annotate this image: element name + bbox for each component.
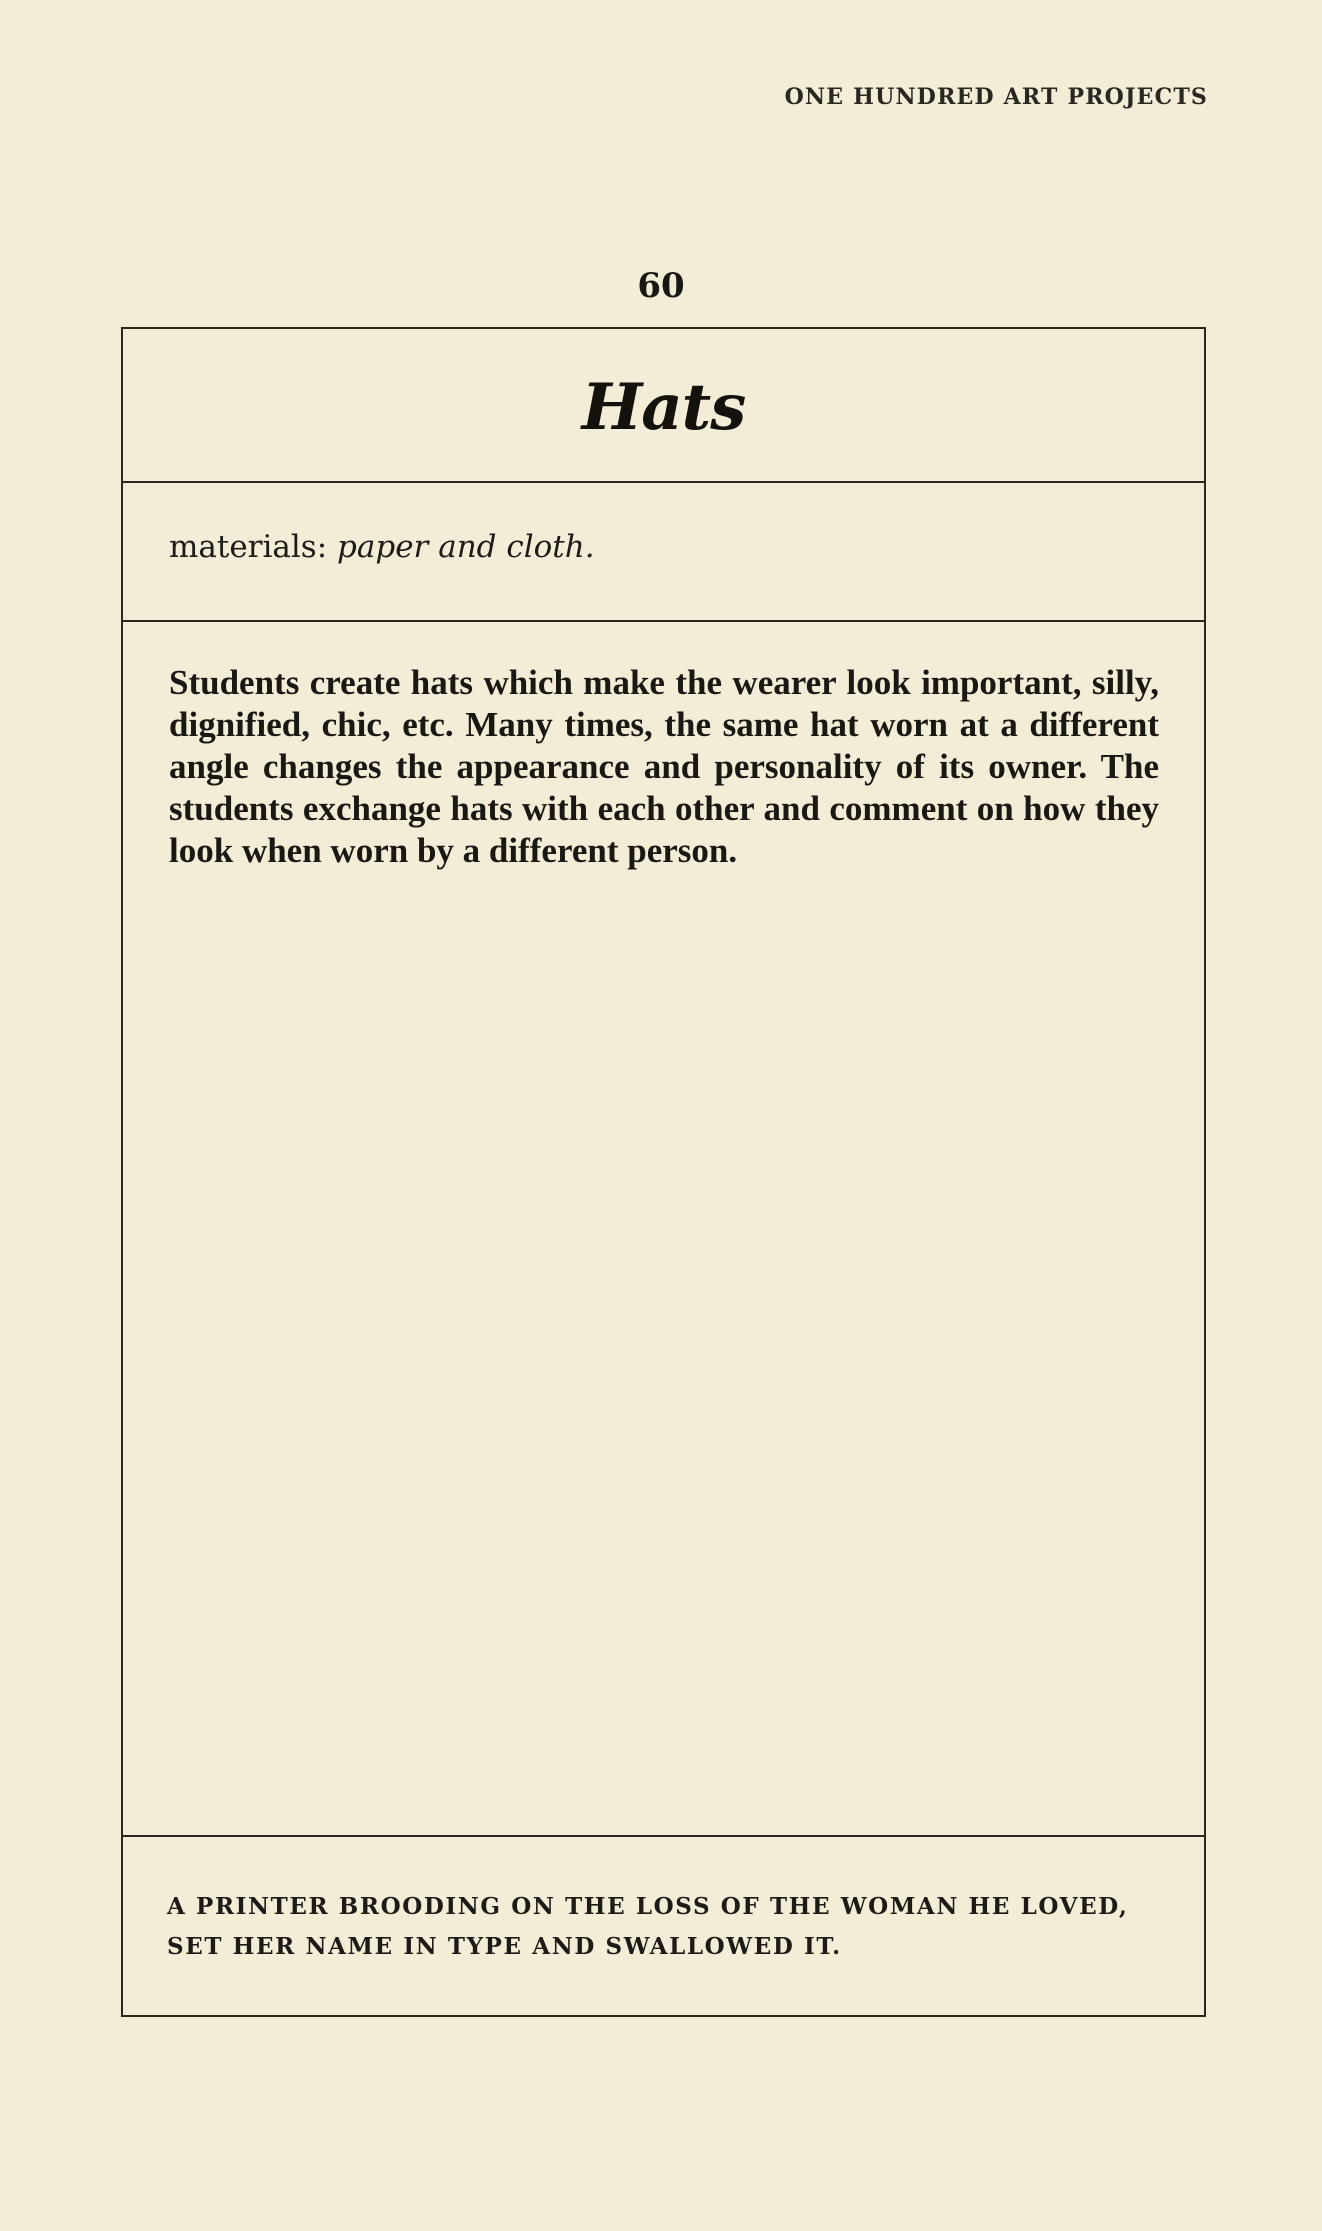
project-description: Students create hats which make the wearer look important, silly, dignified, chic, etc. Many times, the same hat worn at a different angle changes the appearance and personality of its owner. The students exchange hats with each other and comment on how they look when worn by a different person. — [169, 663, 1159, 870]
quote-box — [123, 1837, 1204, 2019]
running-head: ONE HUNDRED ART PROJECTS — [784, 84, 1208, 110]
materials-label: materials: — [169, 529, 328, 565]
materials-box — [123, 483, 1204, 622]
materials-line — [169, 529, 595, 565]
materials-value: paper and cloth. — [337, 529, 595, 565]
title-box — [123, 329, 1204, 483]
footer-quote: A PRINTER BROODING ON THE LOSS OF THE WOMAN HE LOVED, SET HER NAME IN TYPE AND SWALLOWED IT. — [167, 1893, 1129, 1960]
description-box — [123, 622, 1204, 1837]
project-number: 60 — [637, 266, 685, 306]
project-title: Hats — [581, 369, 746, 445]
project-card — [121, 327, 1206, 2017]
